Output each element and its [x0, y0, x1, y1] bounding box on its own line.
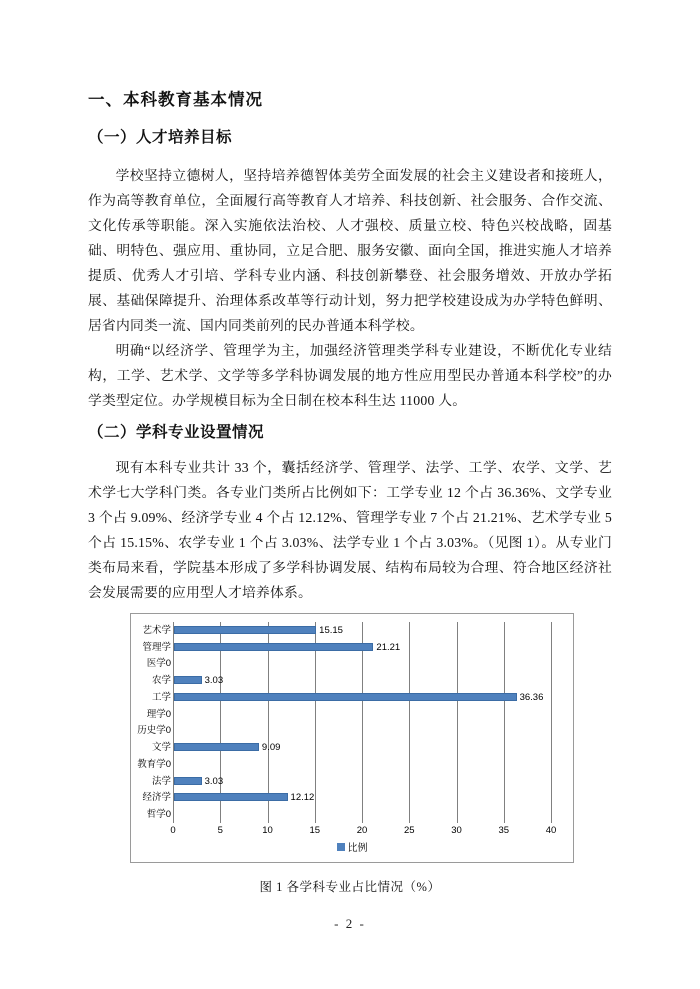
category-label: 农学: [151, 675, 171, 687]
data-label: 9.09: [261, 742, 281, 754]
data-label: 36.36: [519, 691, 544, 703]
figure1-chart: [130, 613, 574, 863]
category-label: 经济学: [142, 792, 171, 804]
category-label: 文学: [151, 742, 171, 754]
x-axis-tick-label: 15: [309, 825, 321, 836]
gridline: [409, 622, 410, 823]
legend-label: 比例: [347, 843, 368, 854]
gridline: [551, 622, 552, 823]
paragraph-1: 学校坚持立德树人，坚持培养德智体美劳全面发展的社会主义建设者和接班人，作为高等教育单位，全面履行高等教育人才培养、科技创新、社会服务、合作交流、文化传承等职能。深入实施依法治校、人才强校、质量立校、特色兴校战略，固基础、明特色、强应用、重协同，立足合肥、服务安徽、面向全国，推进实施人才培养提质、优秀人才引培、学科专业内涵、科技创新攀登、社会服务增效、开放办学拓展、基础保障提升、治理体系改革等行动计划，努力把学校建设成为办学特色鲜明、居省内同类一流、国内同类前列的民办普通本科学校。: [88, 168, 612, 333]
data-label: 3.03: [204, 675, 224, 687]
gridline: [457, 622, 458, 823]
x-axis-tick-label: 35: [498, 825, 510, 836]
data-bar: [174, 643, 373, 651]
legend-swatch-icon: [337, 843, 345, 851]
x-axis-tick-label: 25: [403, 825, 415, 836]
data-label: 12.12: [290, 792, 315, 804]
category-label: 医学0: [146, 658, 171, 670]
data-bar: [174, 626, 316, 634]
category-label: 理学0: [146, 708, 171, 720]
category-label: 教育学0: [137, 758, 171, 770]
data-label: 3.03: [204, 775, 224, 787]
data-label: 15.15: [319, 624, 343, 636]
main-heading: 一、本科教育基本情况: [88, 91, 263, 109]
data-bar: [174, 693, 517, 701]
data-bar: [174, 743, 259, 751]
section-heading-1: （一）人才培养目标: [88, 129, 233, 146]
data-bar: [174, 777, 202, 785]
x-axis-tick-label: 10: [262, 825, 273, 836]
data-bar: [174, 676, 202, 684]
figure-1: [130, 613, 612, 863]
gridline: [362, 622, 363, 823]
paragraph-3: 现有本科专业共计 33 个，囊括经济学、管理学、法学、工学、农学、文学、艺术学七大学科门类。各专业门类所占比例如下：工学专业 12 个占 36.36%、文学专业 3 个占 9.09%、经济学专业 4 个占 12.12%、管理学专业 7 个占 21.21%、艺术学专业 5 个占 15.15%、农学专业 1 个占 3.03%、法学专业 1 个占 3.03%。（见图 1）。从专业门类布局来看，学院基本形成了多学科协调发展、结构布局较为合理、符合地区经济社会发展需要的应用型人才培养体系。: [88, 460, 612, 600]
category-label: 艺术学: [142, 624, 171, 636]
paragraph-2: 明确“以经济学、管理学为主，加强经济管理类学科专业建设，不断优化专业结构，工学、艺术学、文学等多学科协调发展的地方性应用型民办普通本科学校”的办学类型定位。办学规模目标为全日制在校本科生达 11000 人。: [88, 343, 612, 408]
category-label: 历史学0: [137, 725, 171, 737]
x-axis-tick-label: 5: [217, 825, 223, 836]
data-label: 21.21: [376, 641, 401, 653]
category-label: 哲学0: [146, 809, 171, 821]
x-axis-tick-label: 0: [170, 825, 176, 836]
category-label: 法学: [151, 775, 171, 787]
section-heading-2: （二）学科专业设置情况: [88, 424, 265, 441]
x-axis-tick-label: 40: [545, 825, 557, 836]
x-axis-tick-label: 20: [356, 825, 368, 836]
category-label: 工学: [151, 691, 171, 703]
page-number: - 2 -: [334, 916, 366, 931]
data-bar: [174, 793, 288, 801]
gridline: [315, 622, 316, 823]
figure-caption: 图 1 各学科专业占比情况（%）: [259, 880, 441, 894]
category-label: 管理学: [142, 641, 171, 653]
x-axis-tick-label: 30: [451, 825, 462, 836]
chart-legend: [131, 842, 573, 855]
gridline: [504, 622, 505, 823]
